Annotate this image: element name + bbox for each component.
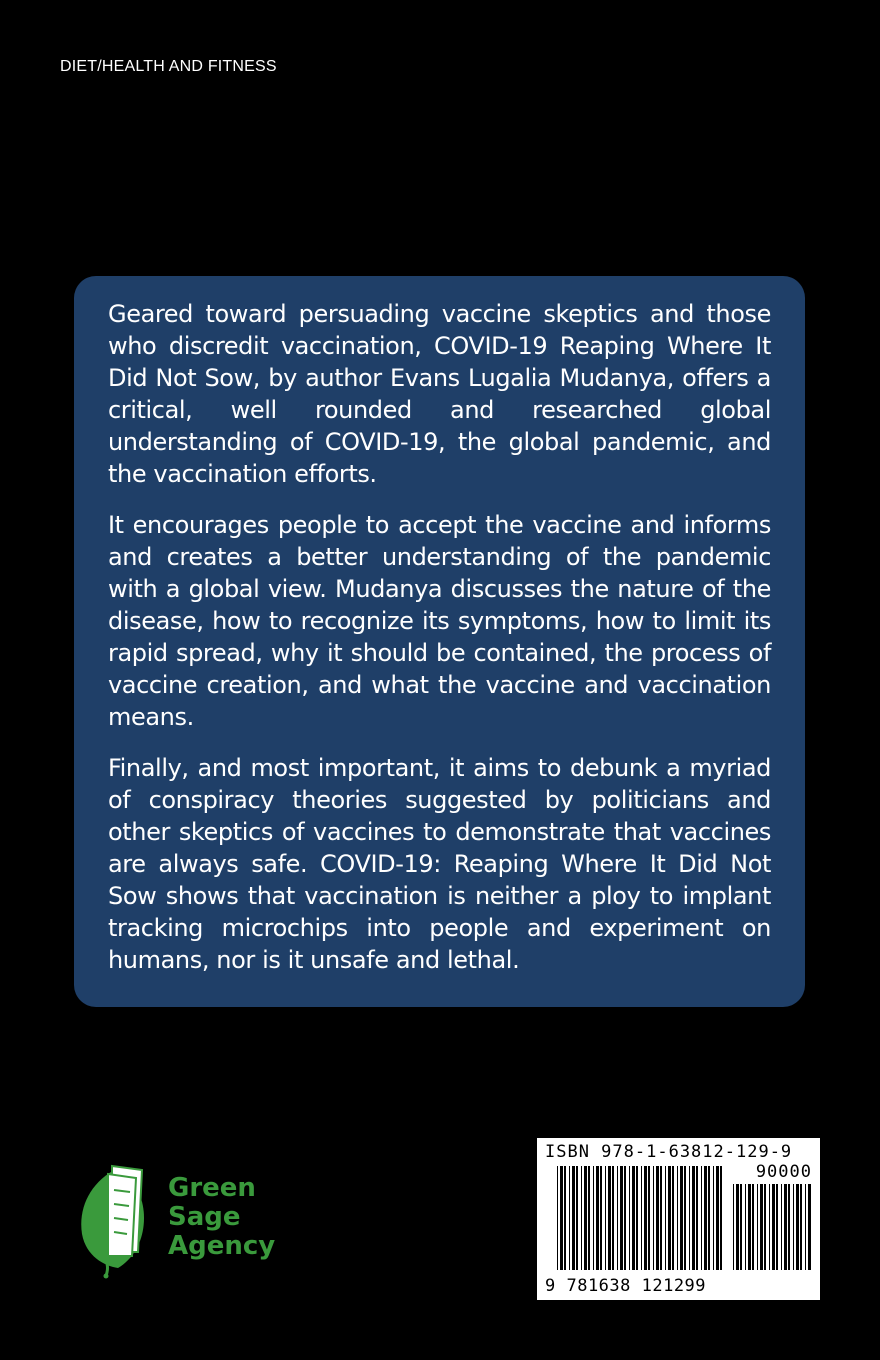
blurb-panel <box>74 276 805 1007</box>
publisher-name-line-1: Green <box>168 1173 256 1203</box>
leaf-book-icon <box>78 1160 158 1280</box>
isbn-label: ISBN 978-1-63812-129-9 <box>545 1142 793 1162</box>
publisher-name-line-2: Sage <box>168 1202 241 1232</box>
blurb-paragraph-1: Geared toward persuading vaccine skeptics and those who discredit vaccination, COVID-19 Reaping Where It Did Not Sow, by author Evans Lugalia Mudanya, offers a critical, well rounded and researched global understanding of COVID-19, the global pandemic, and the vaccination efforts. <box>108 300 771 488</box>
blurb-paragraph-2: It encourages people to accept the vaccine and informs and creates a better understanding of the pandemic with a global view. Mudanya discusses the nature of the disease, how to recognize its symptoms, how to limit its rapid spread, why it should be contained, the process of vaccine creation, and what the vaccine and vaccination means. <box>108 511 771 731</box>
ean-digits: 9 781638 121299 <box>545 1276 707 1296</box>
publisher-logo <box>78 1160 308 1280</box>
category-label: DIET/HEALTH AND FITNESS <box>60 58 277 75</box>
blurb-paragraph-3: Finally, and most important, it aims to debunk a myriad of conspiracy theories suggested by politicians and other skeptics of vaccines to demonstrate that vaccines are always safe. COVID-19: Reaping Where It Did Not Sow shows that vaccination is neither a ploy to implant tracking microchips into people and experiment on humans, nor is it unsafe and lethal. <box>108 754 771 974</box>
publisher-name-line-3: Agency <box>168 1231 276 1261</box>
isbn-barcode <box>537 1138 820 1300</box>
price-code: 90000 <box>755 1162 812 1182</box>
publisher-name <box>168 1174 275 1261</box>
